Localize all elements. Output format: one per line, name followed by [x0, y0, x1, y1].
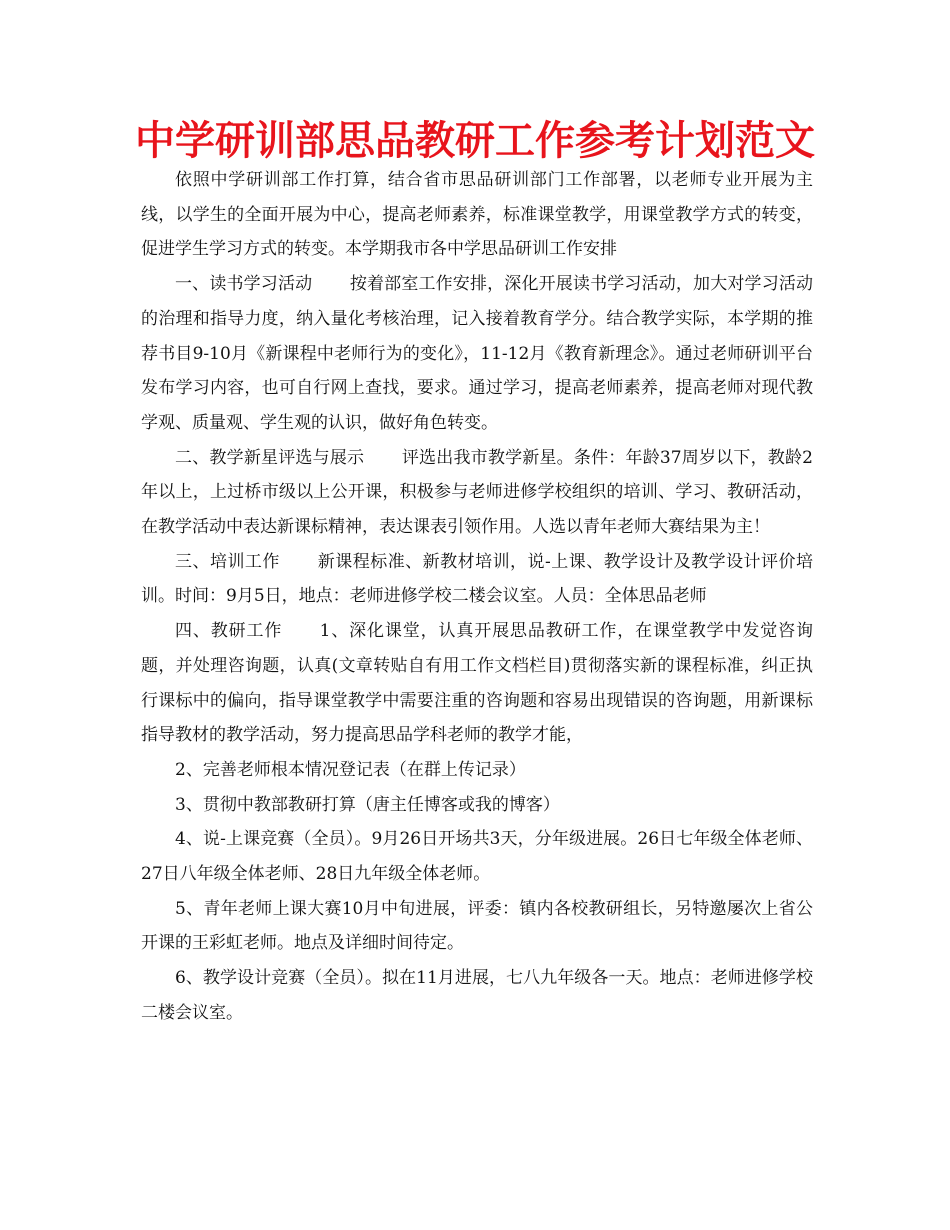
paragraph-text: 1、深化课堂，认真开展思品教研工作，在课堂教学中发觉咨询题，并处理咨询题，认真(文章转贴自有用工作文档栏目)贯彻落实新的课程标准，纠正执行课标中的偏向，指导课堂教学中需要注重的咨询题和容易出现错误的咨询题，用新课标指导教材的教学活动，努力提高思品学科老师的教学才能，	[141, 621, 813, 746]
document-body	[141, 163, 813, 1031]
paragraph	[141, 614, 813, 753]
document-title: 中学研训部思品教研工作参考计划范文	[135, 118, 815, 164]
paragraph	[141, 892, 813, 961]
paragraph-text: 按着部室工作安排，深化开展读书学习活动，加大对学习活动的治理和指导力度，纳入量化考核治理，记入接着教育学分。结合教学实际，本学期的推荐书目9-10月《新课程中老师行为的变化》，11-12月《教育新理念》。通过老师研训平台发布学习内容，也可自行网上查找，要求。通过学习，提高老师素养，提高老师对现代教学观、质量观、学生观的认识，做好角色转变。	[141, 274, 814, 433]
paragraph	[141, 441, 813, 545]
section-heading: 一、读书学习活动	[175, 274, 313, 295]
paragraph	[141, 822, 813, 891]
paragraph	[141, 545, 813, 614]
paragraph-text: 5、青年老师上课大赛10月中旬进展，评委：镇内各校教研组长，另特邀屡次上省公开课的王彩虹老师。地点及详细时间待定。	[141, 898, 813, 954]
paragraph	[141, 961, 813, 1030]
paragraph	[141, 163, 813, 267]
paragraph	[141, 753, 813, 788]
section-heading: 二、教学新星评选与展示	[175, 447, 365, 468]
section-heading: 四、教研工作	[175, 621, 283, 642]
paragraph	[141, 267, 813, 441]
section-heading: 三、培训工作	[175, 551, 280, 572]
paragraph-text: 依照中学研训部工作打算，结合省市思品研训部门工作部署，以老师专业开展为主线，以学生的全面开展为中心，提高老师素养，标准课堂教学，用课堂教学方式的转变，促进学生学习方式的转变。本学期我市各中学思品研训工作安排	[141, 170, 813, 260]
paragraph-text: 4、说-上课竞赛（全员）。9月26日开场共3天，分年级进展。26日七年级全体老师、27日八年级全体老师、28日九年级全体老师。	[141, 829, 813, 885]
paragraph-text: 3、贯彻中教部教研打算（唐主任博客或我的博客）	[175, 794, 560, 815]
paragraph-text: 评选出我市教学新星。条件：年龄37周岁以下，教龄2年以上，上过桥市级以上公开课，积极参与老师进修学校组织的培训、学习、教研活动，在教学活动中表达新课标精神，表达课表引领作用。人选以青年老师大赛结果为主！	[141, 447, 813, 538]
paragraph-text: 2、完善老师根本情况登记表（在群上传记录）	[175, 759, 526, 780]
paragraph-text: 新课程标准、新教材培训，说-上课、教学设计及教学设计评价培训。时间：9月5日，地点：老师进修学校二楼会议室。人员：全体思品老师	[141, 551, 813, 607]
paragraph	[141, 788, 813, 823]
paragraph-text: 6、教学设计竞赛（全员）。拟在11月进展，七八九年级各一天。地点：老师进修学校二楼会议室。	[141, 968, 813, 1023]
